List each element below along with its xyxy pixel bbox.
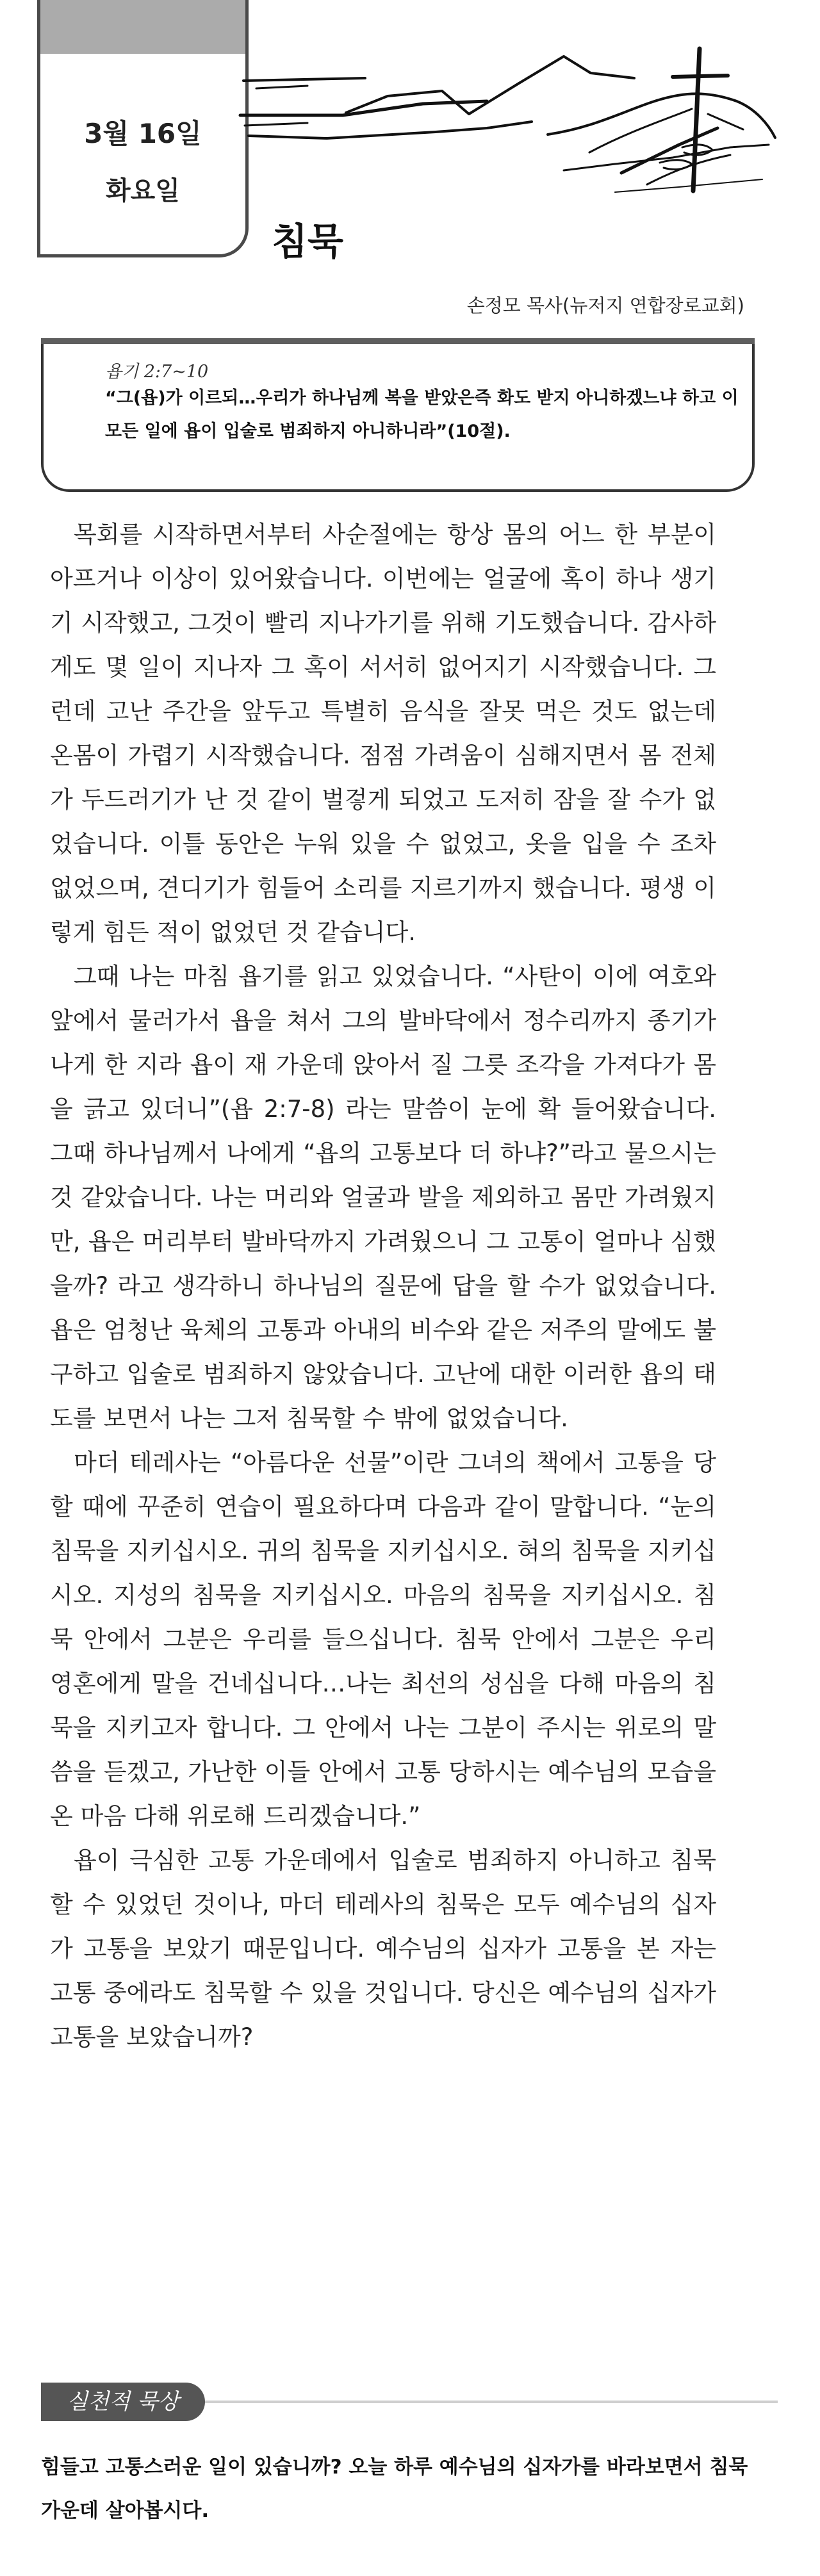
date-box-band [40, 0, 245, 54]
weekday: 화요일 [106, 176, 180, 206]
body-paragraph: 욥이 극심한 고통 가운데에서 입술로 범죄하지 아니하고 침묵할 수 있었던 것이나, 마더 테레사의 침묵은 모두 예수님의 십자가 고통을 보았기 때문입니다. 예수님의 십자가 고통을 본 자는 고통 중에라도 침묵할 수 있을 것입니다. 당신은 예수님의 십자가 고통을 보았습니까? [50, 1846, 716, 2051]
body-paragraph: 마더 테레사는 “아름다운 선물”이란 그녀의 책에서 고통을 당할 때에 꾸준히 연습이 필요하다며 다음과 같이 말합니다. “눈의 침묵을 지키십시오. 귀의 침묵을 지키십시오. 혀의 침묵을 지키십시오. 지성의 침묵을 지키십시오. 마음의 침묵을 지키십시오. 침묵 안에서 그분은 우리를 들으십니다. 침묵 안에서 그분은 우리 영혼에게 말을 건네십니다…나는 최선의 성심을 다해 마음의 침묵을 지키고자 합니다. 그 안에서 나는 그분이 주시는 위로의 말씀을 듣겠고, 가난한 이들 안에서 고통 당하시는 예수님의 모습을 온 마음 다해 위로해 드리겠습니다.” [50, 1449, 716, 1830]
devotion-title: 침묵 [272, 220, 344, 263]
date: 3월 16일 [84, 118, 202, 149]
author: 손정모 목사(뉴저지 연합장로교회) [466, 295, 744, 316]
scripture-verse: “그(욥)가 이르되…우리가 하나님께 복을 받았은즉 화도 받지 아니하겠느냐 하고 이 모든 일에 욥이 입술로 범죄하지 아니하니라”(10절). [105, 388, 739, 441]
body-paragraph: 목회를 시작하면서부터 사순절에는 항상 몸의 어느 한 부분이 아프거나 이상이 있어왔습니다. 이번에는 얼굴에 혹이 하나 생기기 시작했고, 그것이 빨리 지나가기를 위해 기도했습니다. 감사하게도 몇 일이 지나자 그 혹이 서서히 없어지기 시작했습니다. 그런데 고난 주간을 앞두고 특별히 음식을 잘못 먹은 것도 없는데 온몸이 가렵기 시작했습니다. 점점 가려움이 심해지면서 몸 전체가 두드러기가 난 것 같이 벌겋게 되었고 도저히 잠을 잘 수가 없었습니다. 이틀 동안은 누워 있을 수 없었고, 옷을 입을 수 조차 없었으며, 견디기가 힘들어 소리를 지르기까지 했습니다. 평생 이렇게 힘든 적이 없었던 것 같습니다. [50, 521, 716, 946]
practice-label: 실천적 묵상 [41, 2383, 205, 2421]
body-paragraph: 그때 나는 마침 욥기를 읽고 있었습니다. “사탄이 이에 여호와 앞에서 물러가서 욥을 쳐서 그의 발바닥에서 정수리까지 종기가 나게 한 지라 욥이 재 가운데 앉아서 질 그릇 조각을 가져다가 몸을 긁고 있더니”(욥 2:7-8) 라는 말씀이 눈에 확 들어왔습니다. 그때 하나님께서 나에게 “욥의 고통보다 더 하냐?”라고 물으시는 것 같았습니다. 나는 머리와 얼굴과 발을 제외하고 몸만 가려웠지만, 욥은 머리부터 발바닥까지 가려웠으니 그 고통이 얼마나 심했을까? 라고 생각하니 하나님의 질문에 답을 할 수가 없었습니다. 욥은 엄청난 육체의 고통과 아내의 비수와 같은 저주의 말에도 불구하고 입술로 범죄하지 않았습니다. 고난에 대한 이러한 욥의 태도를 보면서 나는 그저 침묵할 수 밖에 없었습니다. [50, 963, 716, 1432]
date-box [37, 0, 249, 257]
devotion-body [50, 512, 716, 2059]
landscape-cross-illustration [231, 19, 782, 211]
scripture-top-bar [41, 338, 755, 344]
practice-text: 힘들고 고통스러운 일이 있습니까? 오늘 하루 예수님의 십자가를 바라보면서 침묵 가운데 살아봅시다. [41, 2456, 748, 2522]
scripture-reference: 욥기 2:7~10 [105, 362, 209, 382]
scripture-box [41, 338, 755, 492]
